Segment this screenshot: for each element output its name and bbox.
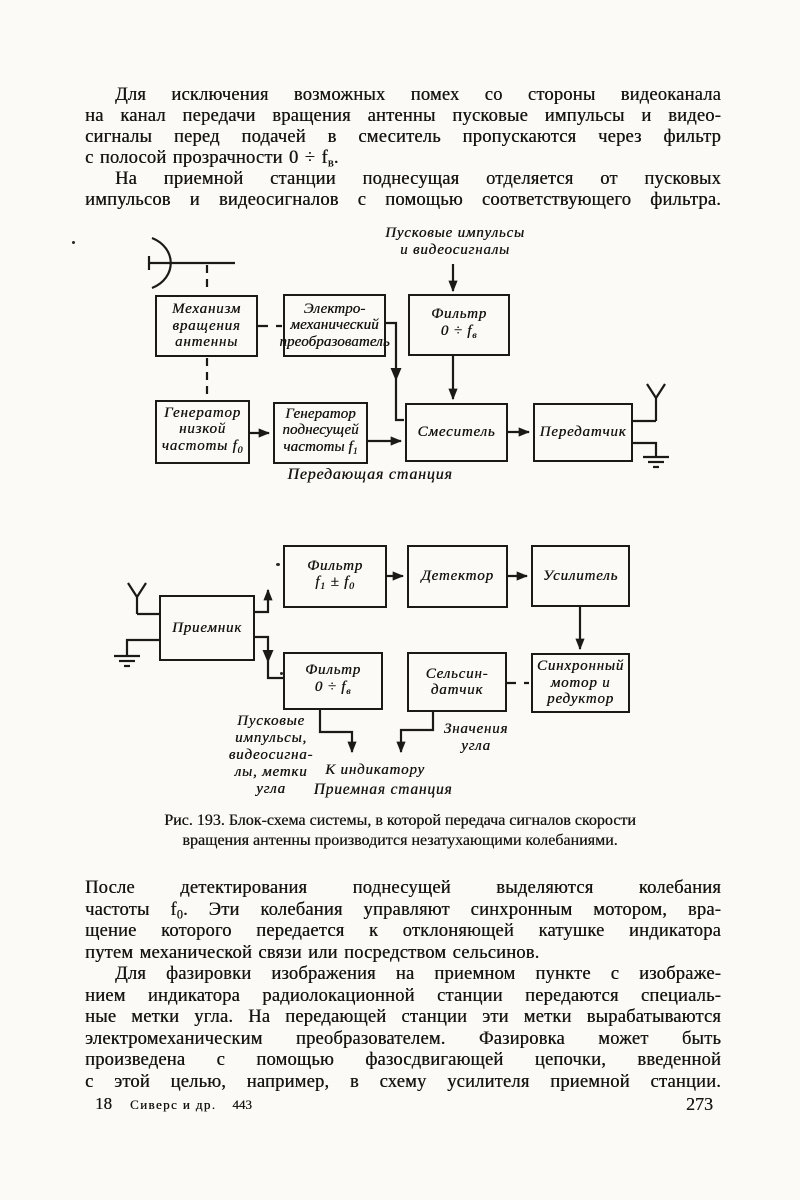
text-line: ные метки угла. На передающей станции эти метки вырабатываются bbox=[85, 1007, 721, 1027]
text-line: Для фазировки изображения на приемном пункте с изображе- bbox=[115, 964, 721, 984]
to-indicator-label: К индикатору bbox=[325, 762, 425, 778]
text-run: частоты f bbox=[85, 899, 177, 920]
subscript: 1 bbox=[320, 580, 326, 592]
block-filter-f1-f0 bbox=[283, 545, 387, 608]
block-electromechanical-converter bbox=[279, 294, 390, 357]
text-run: ± f bbox=[325, 574, 350, 591]
block-label-line: датчик bbox=[430, 682, 484, 698]
text-run: частоты f bbox=[283, 438, 353, 455]
label-line: лы, метки bbox=[234, 764, 308, 780]
block-label-line bbox=[315, 574, 355, 595]
text-run: f bbox=[315, 574, 321, 591]
text-line: После детектирования поднесущей выделяются колебания bbox=[85, 878, 721, 898]
signature-order-number: 443 bbox=[232, 1097, 252, 1112]
block-label-line: Сельсин- bbox=[425, 665, 489, 682]
subscript: 1 bbox=[352, 445, 358, 457]
block-label-line: Приемник bbox=[171, 619, 243, 636]
scan-speck bbox=[280, 672, 283, 675]
label-line: импульсы, bbox=[235, 730, 307, 746]
label-line: Пусковые bbox=[237, 713, 305, 729]
block-label-line bbox=[283, 439, 358, 460]
text-line bbox=[85, 900, 721, 922]
block-label-line: Фильтр bbox=[307, 557, 363, 574]
text-line: На приемной станции поднесущая отделяется от пусковых bbox=[115, 169, 721, 189]
block-label-line: низкой bbox=[178, 421, 227, 438]
body-paragraphs bbox=[85, 878, 721, 1093]
block-label-line: Электро- bbox=[303, 300, 366, 317]
ground-icon bbox=[633, 443, 669, 467]
text-line: на канал передачи вращения антенны пусковые импульсы и видео- bbox=[85, 106, 721, 126]
block-antenna-rotation-mechanism bbox=[155, 295, 258, 357]
block-label-line: мотор и bbox=[550, 674, 611, 691]
signature-number: 18 bbox=[95, 1094, 112, 1113]
block-amplifier bbox=[531, 545, 630, 607]
page-number: 273 bbox=[686, 1094, 713, 1114]
block-label-line: Фильтр bbox=[305, 662, 361, 679]
text-line: импульсов и видеосигналов с помощью соответствующего фильтра. bbox=[85, 190, 721, 210]
block-synchronous-motor-reducer bbox=[531, 653, 630, 713]
block-label-line: редуктор bbox=[547, 691, 614, 708]
label-line: видеосигна- bbox=[228, 747, 314, 763]
subscript: в bbox=[472, 329, 478, 341]
block-selsyn-transmitter bbox=[407, 652, 507, 712]
text-line: сигналы перед подачей в смеситель пропускаются через фильтр bbox=[85, 127, 721, 147]
block-label-line: Фильтр bbox=[431, 306, 487, 323]
scan-speck bbox=[72, 241, 75, 244]
text-run: 0 ÷ f bbox=[314, 678, 347, 695]
label-line: Значения bbox=[443, 721, 509, 737]
block-label-line: преобразователь bbox=[279, 333, 390, 350]
block-label-line: поднесущей bbox=[282, 422, 359, 439]
angle-values-label bbox=[436, 721, 516, 755]
block-label-line: Генератор bbox=[164, 404, 241, 421]
block-label-line bbox=[441, 323, 478, 344]
block-label-line: Смеситель bbox=[417, 424, 496, 441]
label-line: Пусковые импульсы bbox=[385, 225, 525, 241]
footer-signature bbox=[95, 1094, 252, 1114]
text-run: с полосой прозрачности 0 ÷ f bbox=[85, 148, 328, 168]
block-filter-0-fv-rx bbox=[283, 652, 383, 710]
block-label-line: вращения bbox=[172, 317, 241, 334]
figure-top-label bbox=[360, 225, 550, 259]
text-line: путем механической связи или посредством сельсинов. bbox=[85, 942, 540, 963]
block-transmitter bbox=[533, 403, 633, 462]
block-mixer bbox=[405, 403, 508, 462]
caption-line: вращения антенны производится незатухающими колебаниями. bbox=[182, 831, 618, 849]
block-label-line: Синхронный bbox=[536, 658, 625, 675]
text-line: Для исключения возможных помех со стороны видеоканала bbox=[115, 85, 721, 105]
block-label-line: Передатчик bbox=[539, 424, 627, 441]
text-line: произведена с помощью фазосдвигающей цепочки, введенной bbox=[85, 1050, 721, 1070]
subscript: 0 bbox=[349, 580, 355, 592]
label-line: угла bbox=[461, 738, 491, 754]
text-line: щение которого передается к отклоняющей катушке индикатора bbox=[85, 921, 721, 941]
subscript: 0 bbox=[237, 444, 244, 456]
text-run: . bbox=[333, 148, 339, 168]
signature-authors: Сиверс и др. bbox=[130, 1097, 217, 1112]
text-run: частоты f bbox=[161, 437, 238, 454]
transmitting-station-label: Передающая станция bbox=[287, 466, 453, 483]
ground-icon bbox=[114, 640, 159, 666]
block-label-line: Механизм bbox=[171, 301, 242, 318]
label-line: угла bbox=[256, 781, 286, 797]
antenna-icon bbox=[647, 384, 665, 421]
caption-line: Рис. 193. Блок-схема системы, в которой передача сигналов скорости bbox=[164, 812, 636, 829]
block-label-line bbox=[162, 438, 244, 459]
scan-speck bbox=[276, 563, 280, 566]
label-line: и видеосигналы bbox=[400, 242, 510, 258]
text-line: с этой целью, например, в схему усилителя приемной станции. bbox=[85, 1071, 721, 1092]
text-run: . Эти колебания управляют синхронным мотором, вра- bbox=[183, 899, 721, 920]
block-detector bbox=[407, 545, 508, 608]
figure-caption bbox=[100, 811, 700, 850]
block-label-line: механический bbox=[290, 317, 379, 334]
block-subcarrier-generator bbox=[273, 402, 368, 464]
antenna-icon bbox=[128, 583, 159, 614]
text-run: 0 ÷ f bbox=[440, 322, 473, 339]
block-label-line bbox=[315, 679, 352, 700]
block-filter-0-fv-tx bbox=[408, 294, 510, 356]
text-line: нием индикатора радиолокационной станции передаются специаль- bbox=[85, 985, 721, 1006]
subscript: в bbox=[346, 685, 352, 697]
text-line: электромеханическим преобразователем. Фазировка может быть bbox=[85, 1028, 721, 1049]
subscript: в bbox=[327, 155, 334, 170]
receiving-station-label: Приемная станция bbox=[313, 781, 453, 798]
block-receiver bbox=[159, 595, 255, 661]
block-label-line: Детектор bbox=[421, 568, 494, 585]
block-label-line: Генератор bbox=[285, 405, 356, 422]
subscript: 0 bbox=[176, 906, 184, 921]
block-label-line: Усилитель bbox=[542, 567, 619, 584]
block-low-frequency-generator bbox=[155, 400, 250, 464]
block-label-line: антенны bbox=[174, 334, 239, 351]
